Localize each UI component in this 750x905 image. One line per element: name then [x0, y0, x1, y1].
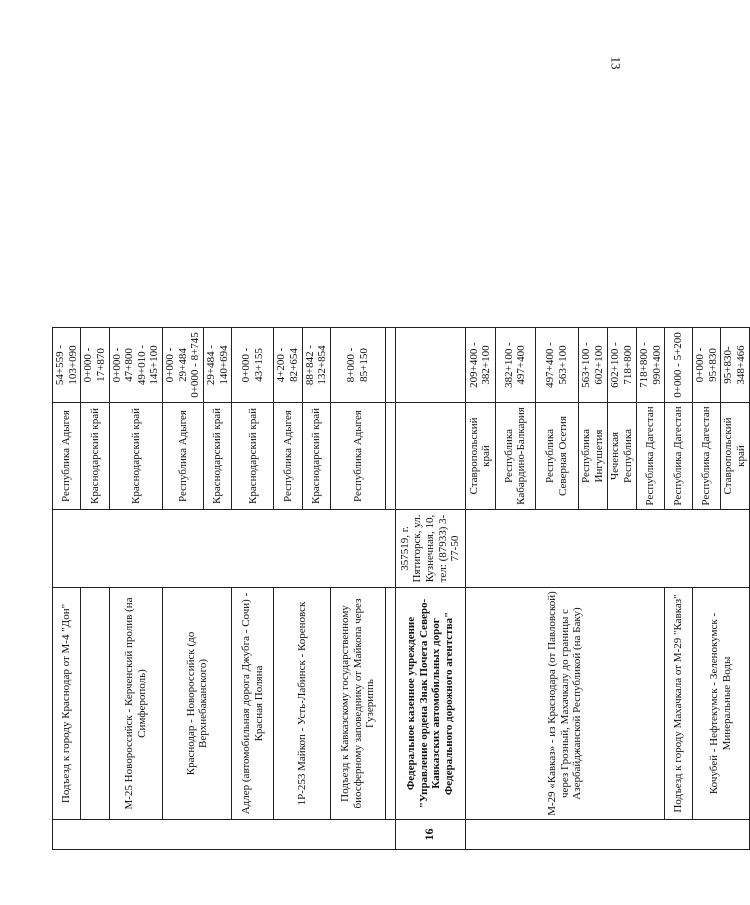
km-cell — [395, 328, 465, 403]
road-cell: М-29 «Кавказ» - из Краснодара (от Павловской) через Грозный, Махачкалу до границы с Азербайджанской Республикой (на Баку) — [465, 588, 664, 820]
region-cell: Республика Дагестан — [665, 403, 693, 510]
region-cell: Республика Адыгея — [53, 403, 81, 510]
org-address-cell — [465, 510, 749, 588]
km-cell: 0+000 - 95+830 — [693, 328, 721, 403]
region-cell: Краснодарский край — [204, 403, 232, 510]
region-cell: Республика Дагестан — [693, 403, 721, 510]
entry-number-cell — [465, 820, 749, 850]
road-cell — [385, 588, 395, 820]
km-cell: 88+842 - 132+854 — [302, 328, 330, 403]
region-cell — [385, 403, 395, 510]
region-cell: Республика Дагестан — [636, 403, 664, 510]
entry-number: 16 — [395, 820, 465, 850]
road-cell: М-25 Новороссийск - Керченский пролив (на Симферополь) — [109, 588, 163, 820]
region-cell — [395, 403, 465, 510]
org-address-cell — [53, 510, 396, 588]
road-cell: Краснодар - Новороссийск (до Верхнебаканского) — [163, 588, 232, 820]
table-row — [53, 328, 81, 850]
table-row — [274, 328, 302, 850]
table-row — [330, 328, 385, 850]
region-cell: Республика Кабардино-Балкария — [495, 403, 535, 510]
table-row — [109, 328, 163, 850]
km-cell: 29+484 - 140+694 — [204, 328, 232, 403]
road-cell: Подъезд к городу Краснодар от М-4 "Дон" — [53, 588, 81, 820]
road-cell: Подъезд к городу Махачкала от М-29 "Кавказ" — [665, 588, 693, 820]
km-cell: 4+200 - 82+654 — [274, 328, 302, 403]
region-cell: Республика Северная Осетия — [535, 403, 578, 510]
road-cell: Подъезд к Кавказскому государственному биосферному заповеднику от Майкопа через Гузериппь — [330, 588, 385, 820]
table-row — [465, 328, 495, 850]
table-row — [81, 328, 109, 850]
region-cell: Республика Адыгея — [163, 403, 204, 510]
region-cell: Краснодарский край — [81, 403, 109, 510]
km-cell: 382+100 - 497+400 — [495, 328, 535, 403]
region-cell: Республика Ингушетия — [578, 403, 607, 510]
table-row — [385, 328, 395, 850]
region-cell: Ставропольский край — [465, 403, 495, 510]
km-cell: 0+000 - 43+155 — [232, 328, 274, 403]
org-name-cell: Федеральное казенное учреждение "Управление ордена Знак Почета Северо-Кавказских автомобильных дорог Федерального дорожного агентства" — [395, 588, 465, 820]
km-cell: 54+559 - 103+090 — [53, 328, 81, 403]
region-cell: Республика Адыгея — [330, 403, 385, 510]
region-cell: Краснодарский край — [109, 403, 163, 510]
road-cell: Адлер (автомобильная дорога Джубга - Сочи) - Красная Поляна — [232, 588, 274, 820]
rotated-document — [52, 48, 748, 850]
km-cell: 497+400 - 563+100 — [535, 328, 578, 403]
table-row — [163, 328, 204, 850]
road-cell: 1Р-253 Майкоп - Усть-Лабинск - Кореновск — [274, 588, 331, 820]
org-address: 357519, г. Пятигорск, ул. Кузнечная, 10, тел: (87933) 3-77-50 — [395, 510, 465, 588]
km-cell: 8+000 - 85+150 — [330, 328, 385, 403]
km-cell: 0+000 - 47+800 49+010 - 145+100 — [109, 328, 163, 403]
road-cell — [81, 588, 109, 820]
km-cell — [385, 328, 395, 403]
region-cell: Ставропольский край — [721, 403, 749, 510]
region-cell: Краснодарский край — [302, 403, 330, 510]
table-row — [693, 328, 721, 850]
table-row — [232, 328, 274, 850]
km-cell: 563+100 - 602+100 — [578, 328, 607, 403]
km-cell: 0+000 - 29+484 0+000 - 8+745 — [163, 328, 204, 403]
table-row — [395, 328, 465, 850]
table-row — [665, 328, 693, 850]
km-cell: 602+100 - 718+800 — [607, 328, 636, 403]
road-cell: Кочубей - Нефтекумск - Зеленокумск - Минеральные Воды — [693, 588, 750, 820]
region-cell: Чеченская Республика — [607, 403, 636, 510]
roads-table — [52, 327, 750, 850]
entry-number-cell — [53, 820, 396, 850]
km-cell: 0+000 - 17+870 — [81, 328, 109, 403]
km-cell: 0+000 - 5+200 — [665, 328, 693, 403]
page-number: 13 — [608, 56, 624, 70]
km-cell: 209+400 - 382+100 — [465, 328, 495, 403]
region-cell: Краснодарский край — [232, 403, 274, 510]
km-cell: 718+800 - 990+400 — [636, 328, 664, 403]
km-cell: 95+830-348+466 — [721, 328, 749, 403]
region-cell: Республика Адыгея — [274, 403, 302, 510]
